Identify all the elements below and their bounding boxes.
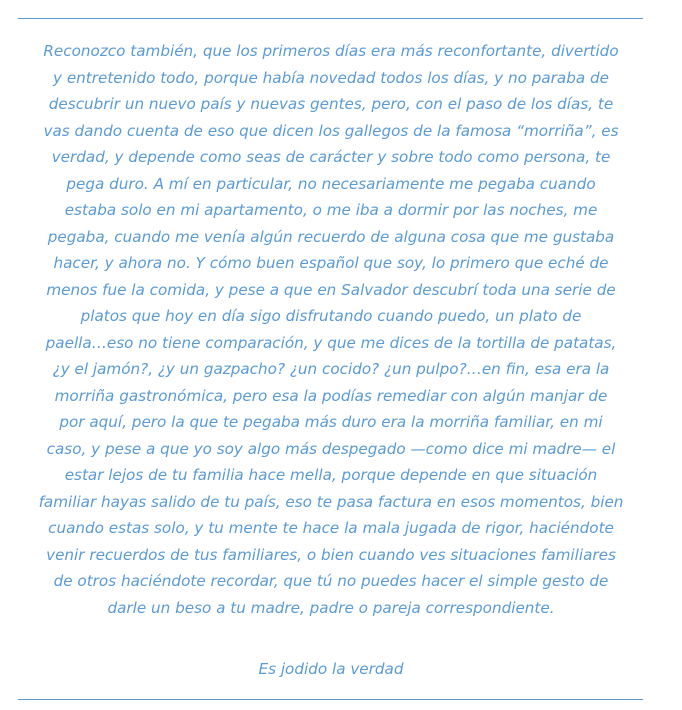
passage-line: verdad, y depende como seas de carácter y sobre todo como persona, te bbox=[51, 148, 611, 166]
closing-line: Es jodido la verdad bbox=[258, 660, 404, 678]
passage-line: ¿y el jamón?, ¿y un gazpacho? ¿un cocido? ¿un pulpo?…en fin, esa era la bbox=[52, 360, 610, 378]
passage-line: hacer, y ahora no. Y cómo buen español que soy, lo primero que eché de bbox=[53, 254, 609, 272]
passage-line: cuando estas solo, y tu mente te hace la mala jugada de rigor, haciéndote bbox=[48, 519, 614, 537]
passage-line: por aquí, pero la que te pegaba más duro era la morriña familiar, en mi bbox=[59, 413, 603, 431]
quote-passage bbox=[14, 38, 648, 621]
passage-line: platos que hoy en día sigo disfrutando cuando puedo, un plato de bbox=[80, 307, 582, 325]
passage-line: caso, y pese a que yo soy algo más despegado —como dice mi madre— el bbox=[46, 439, 616, 458]
top-divider bbox=[18, 18, 643, 19]
passage-line: estar lejos de tu familia hace mella, porque depende en que situación bbox=[64, 466, 598, 484]
passage-line: darle un beso a tu madre, padre o pareja correspondiente. bbox=[107, 598, 555, 617]
passage-line: paella…eso no tiene comparación, y que me dices de la tortilla de patatas, bbox=[45, 333, 617, 352]
passage-line: familiar hayas salido de tu país, eso te pasa factura en esos momentos, bien bbox=[38, 492, 624, 511]
passage-line: morriña gastronómica, pero esa la podías remediar con algún manjar de bbox=[54, 386, 608, 405]
passage-line: vas dando cuenta de eso que dicen los gallegos de la famosa “morriña”, es bbox=[43, 121, 619, 140]
bottom-divider bbox=[18, 699, 643, 700]
passage-line: descubrir un nuevo país y nuevas gentes, pero, con el paso de los días, te bbox=[48, 95, 614, 113]
passage-line: venir recuerdos de tus familiares, o bien cuando ves situaciones familiares bbox=[46, 545, 616, 564]
passage-line: pegaba, cuando me venía algún recuerdo de alguna cosa que me gustaba bbox=[47, 227, 615, 246]
passage-line: y entretenido todo, porque había novedad todos los días, y no paraba de bbox=[53, 68, 609, 87]
passage-line: pega duro. A mí en particular, no necesariamente me pegaba cuando bbox=[66, 174, 596, 193]
passage-line: menos fue la comida, y pese a que en Salvador descubrí toda una serie de bbox=[46, 280, 616, 299]
passage-line: Reconozco también, que los primeros días era más reconfortante, divertido bbox=[43, 42, 619, 60]
passage-line: estaba solo en mi apartamento, o me iba a dormir por las noches, me bbox=[64, 201, 598, 219]
passage-line: de otros haciéndote recordar, que tú no puedes hacer el simple gesto de bbox=[53, 572, 609, 590]
